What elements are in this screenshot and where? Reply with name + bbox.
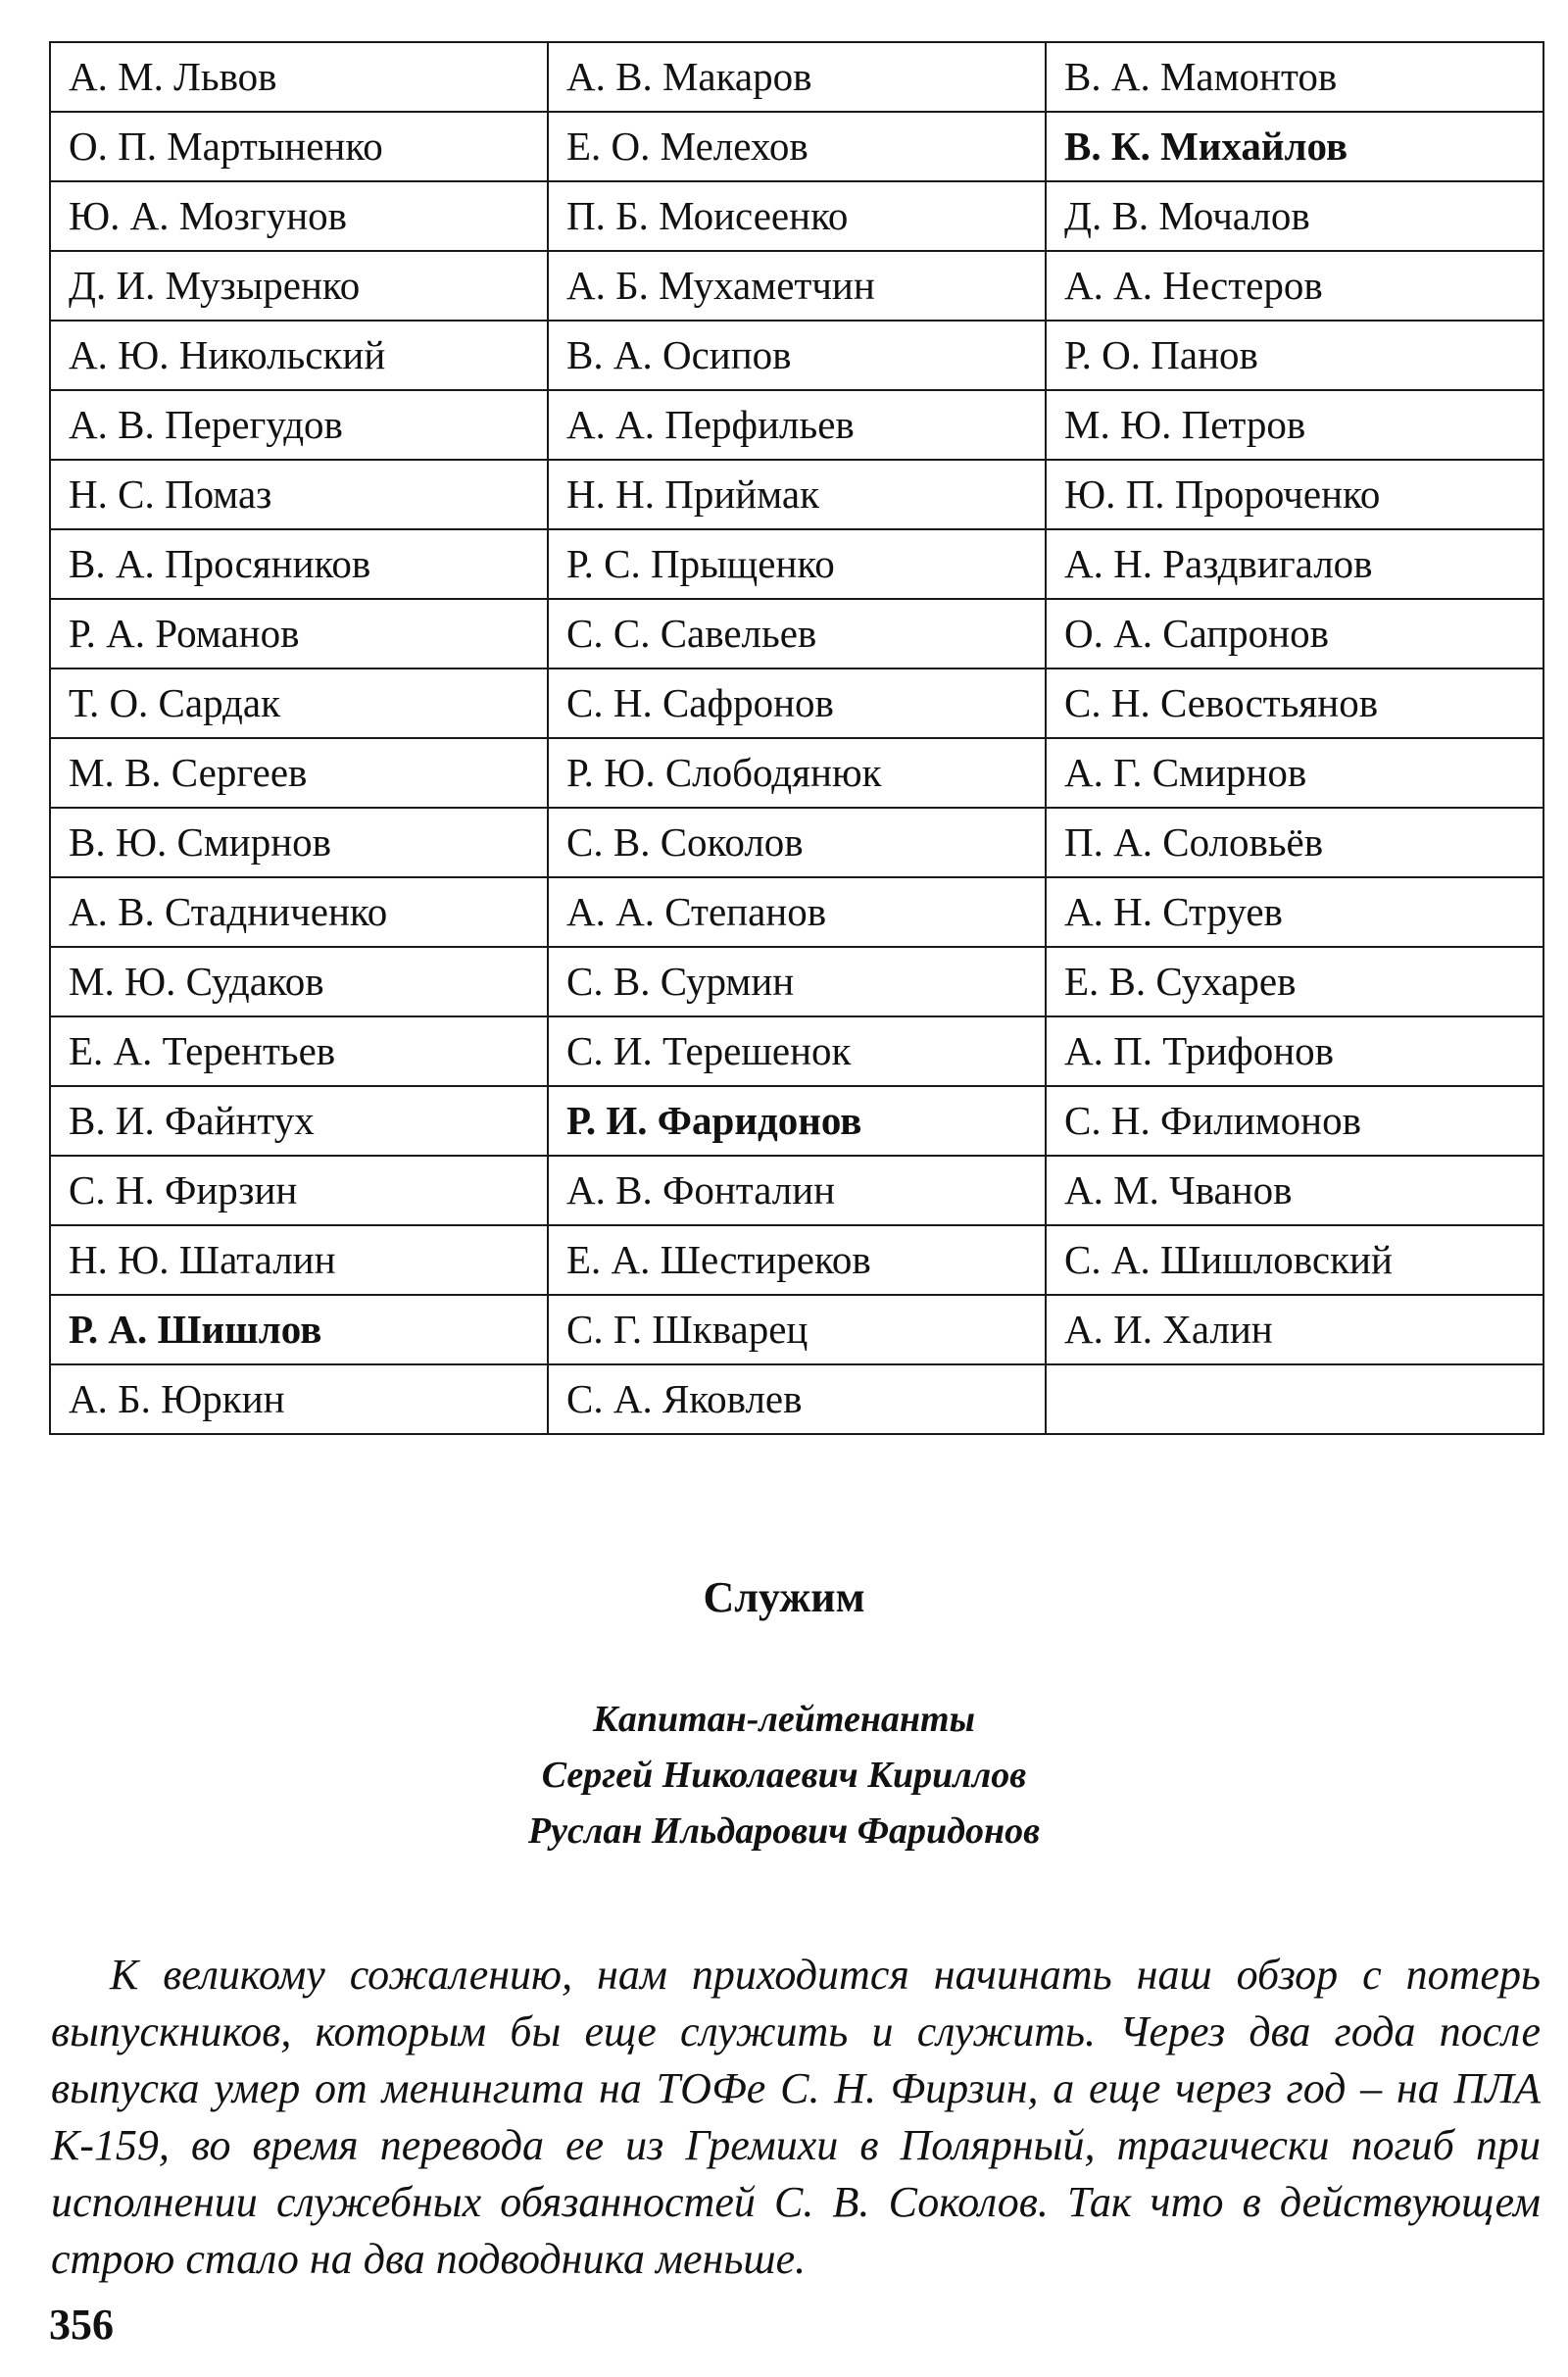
table-row (50, 1016, 1544, 1086)
name-cell: Е. В. Сухарев (1046, 947, 1544, 1016)
name-cell: М. Ю. Судаков (50, 947, 548, 1016)
name-cell: М. Ю. Петров (1046, 390, 1544, 460)
table-row (50, 321, 1544, 390)
name-cell: Е. А. Терентьев (50, 1016, 548, 1086)
name-cell: О. А. Сапронов (1046, 599, 1544, 669)
table-row (50, 390, 1544, 460)
table-row (50, 251, 1544, 321)
table-row (50, 1295, 1544, 1364)
table-row (50, 181, 1544, 251)
name-cell: А. Б. Мухаметчин (548, 251, 1046, 321)
name-cell: А. М. Львов (50, 42, 548, 112)
table-row (50, 947, 1544, 1016)
names-table-body (50, 42, 1544, 1434)
name-cell: А. Г. Смирнов (1046, 738, 1544, 808)
table-row (50, 669, 1544, 738)
name-cell: А. М. Чванов (1046, 1156, 1544, 1225)
name-cell: А. Н. Раздвигалов (1046, 529, 1544, 599)
name-cell: Р. И. Фаридонов (548, 1086, 1046, 1156)
name-cell: В. К. Михайлов (1046, 112, 1544, 181)
table-row (50, 1225, 1544, 1295)
name-cell: В. А. Осипов (548, 321, 1046, 390)
name-cell: Т. О. Сардак (50, 669, 548, 738)
name-cell: Н. С. Помаз (50, 460, 548, 529)
name-cell: Р. С. Прыщенко (548, 529, 1046, 599)
name-cell: А. А. Степанов (548, 877, 1046, 947)
name-cell: А. И. Халин (1046, 1295, 1544, 1364)
name-cell: С. А. Шишловский (1046, 1225, 1544, 1295)
name-cell: Е. О. Мелехов (548, 112, 1046, 181)
section-title: Служим (703, 1573, 865, 1621)
name-cell: С. Н. Филимонов (1046, 1086, 1544, 1156)
table-row (50, 1086, 1544, 1156)
name-cell: С. А. Яковлев (548, 1364, 1046, 1434)
empty-cell (1046, 1364, 1544, 1434)
name-cell: О. П. Мартыненко (50, 112, 548, 181)
name-cell: Н. Н. Приймак (548, 460, 1046, 529)
table-row (50, 599, 1544, 669)
name-cell: С. Н. Фирзин (50, 1156, 548, 1225)
name-cell: С. С. Савельев (548, 599, 1046, 669)
name-cell: А. Н. Струев (1046, 877, 1544, 947)
table-row (50, 1156, 1544, 1225)
author-rank: Капитан-лейтенанты (593, 1699, 975, 1740)
name-cell: А. В. Фонталин (548, 1156, 1046, 1225)
name-cell: А. П. Трифонов (1046, 1016, 1544, 1086)
name-cell: Д. В. Мочалов (1046, 181, 1544, 251)
author-name-2: Руслан Ильдарович Фаридонов (527, 1810, 1041, 1852)
name-cell: А. В. Стадниченко (50, 877, 548, 947)
table-row (50, 877, 1544, 947)
name-cell: А. В. Перегудов (50, 390, 548, 460)
authors-block (0, 1692, 1568, 1859)
table-row (50, 112, 1544, 181)
author-name-1: Сергей Николаевич Кириллов (541, 1755, 1027, 1796)
name-cell: С. Г. Шкварец (548, 1295, 1046, 1364)
table-row (50, 42, 1544, 112)
name-cell: С. И. Терешенок (548, 1016, 1046, 1086)
names-table (49, 41, 1544, 1435)
table-row (50, 738, 1544, 808)
name-cell: В. А. Мамонтов (1046, 42, 1544, 112)
name-cell: С. Н. Севостьянов (1046, 669, 1544, 738)
table-row (50, 460, 1544, 529)
name-cell: С. В. Соколов (548, 808, 1046, 877)
table-row (50, 529, 1544, 599)
page-number: 356 (49, 2301, 114, 2349)
name-cell: Н. Ю. Шаталин (50, 1225, 548, 1295)
name-cell: П. Б. Моисеенко (548, 181, 1046, 251)
body-paragraph: К великому сожалению, нам приходится начинать наш обзор с потерь выпускников, которым бы еще служить и служить. Через два года после выпуска умер от менингита на ТОФе С. Н. Фирзин, а еще через год – на ПЛА К-159, во время перевода ее из Гремихи в Полярный, трагически погиб при исполнении служебных обязанностей С. В. Соколов. Так что в действующем строю стало на два подводника меньше. (51, 1951, 1541, 2283)
name-cell: В. А. Просяников (50, 529, 548, 599)
name-cell: А. Ю. Никольский (50, 321, 548, 390)
name-cell: В. Ю. Смирнов (50, 808, 548, 877)
name-cell: А. Б. Юркин (50, 1364, 548, 1434)
name-cell: М. В. Сергеев (50, 738, 548, 808)
name-cell: Ю. П. Пророченко (1046, 460, 1544, 529)
name-cell: Е. А. Шестиреков (548, 1225, 1046, 1295)
name-cell: Р. О. Панов (1046, 321, 1544, 390)
name-cell: А. В. Макаров (548, 42, 1046, 112)
table-row (50, 808, 1544, 877)
name-cell: С. Н. Сафронов (548, 669, 1046, 738)
name-cell: Р. Ю. Слободянюк (548, 738, 1046, 808)
name-cell: Д. И. Музыренко (50, 251, 548, 321)
name-cell: П. А. Соловьёв (1046, 808, 1544, 877)
name-cell: Р. А. Романов (50, 599, 548, 669)
name-cell: С. В. Сурмин (548, 947, 1046, 1016)
name-cell: Р. А. Шишлов (50, 1295, 548, 1364)
name-cell: Ю. А. Мозгунов (50, 181, 548, 251)
table-row (50, 1364, 1544, 1434)
name-cell: А. А. Перфильев (548, 390, 1046, 460)
name-cell: А. А. Нестеров (1046, 251, 1544, 321)
name-cell: В. И. Файнтух (50, 1086, 548, 1156)
